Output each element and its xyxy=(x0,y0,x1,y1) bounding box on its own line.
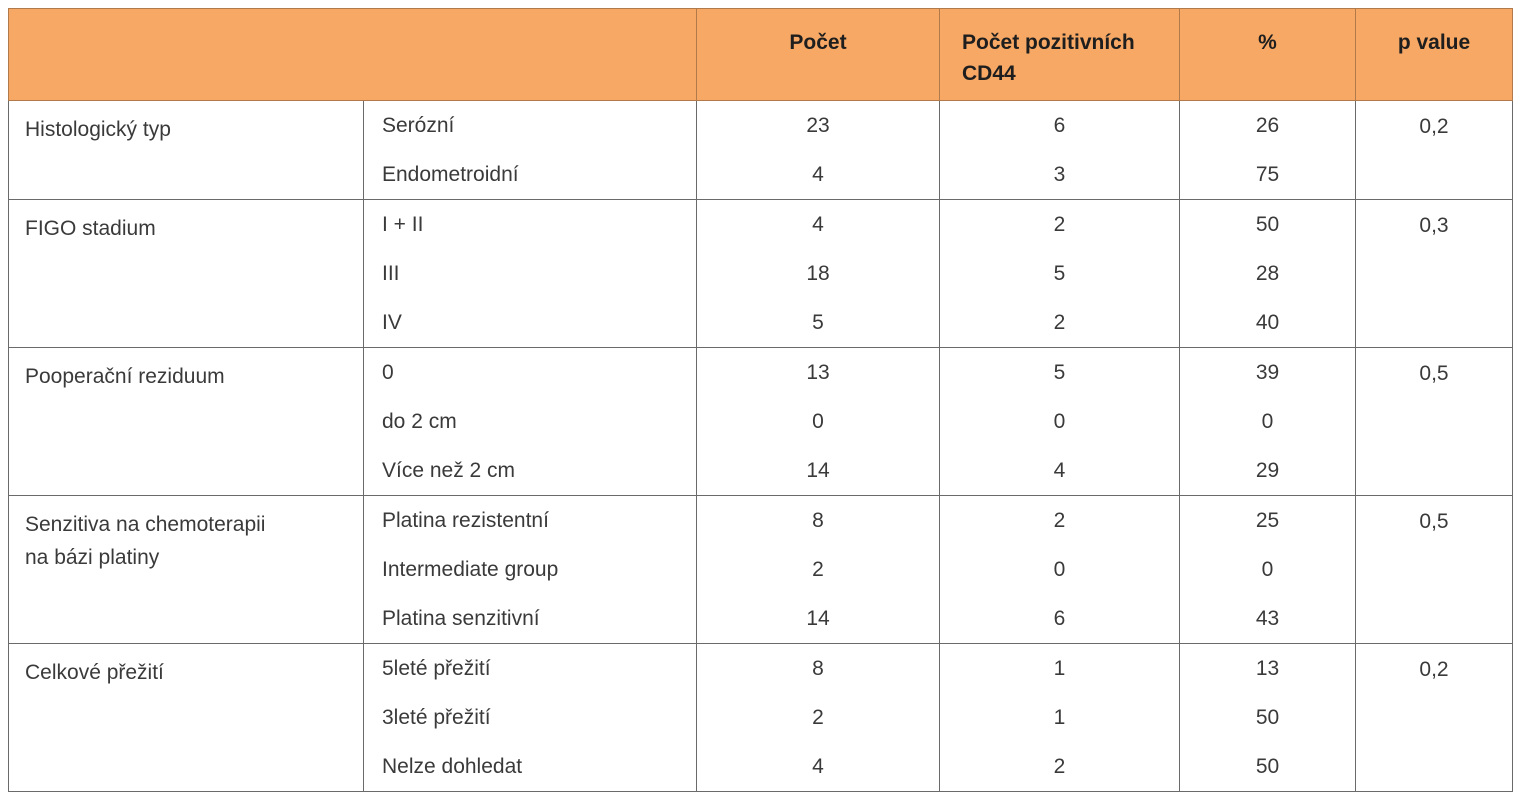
pocet-cell: 18 xyxy=(697,249,940,298)
table-row xyxy=(9,496,1513,546)
percent-cell: 25 xyxy=(1180,496,1356,546)
table-header-row xyxy=(9,9,1513,101)
pocet-cell: 2 xyxy=(697,545,940,594)
percent-cell: 50 xyxy=(1180,742,1356,792)
header-pvalue: p value xyxy=(1356,9,1513,101)
subcategory-cell: Endometroidní xyxy=(364,150,697,200)
pvalue-cell: 0,2 xyxy=(1356,644,1513,792)
subcategory-cell: Více než 2 cm xyxy=(364,446,697,496)
pozitivni-cell: 2 xyxy=(940,200,1180,250)
pocet-cell: 4 xyxy=(697,150,940,200)
pocet-cell: 8 xyxy=(697,644,940,694)
pozitivni-cell: 1 xyxy=(940,693,1180,742)
pvalue-cell: 0,5 xyxy=(1356,496,1513,644)
pocet-cell: 13 xyxy=(697,348,940,398)
percent-cell: 50 xyxy=(1180,693,1356,742)
percent-cell: 26 xyxy=(1180,101,1356,151)
subcategory-cell: Nelze dohledat xyxy=(364,742,697,792)
category-line2: na bázi platiny xyxy=(25,546,160,569)
table-row xyxy=(9,644,1513,694)
subcategory-cell: 0 xyxy=(364,348,697,398)
subcategory-cell: 5leté přežití xyxy=(364,644,697,694)
pocet-cell: 0 xyxy=(697,397,940,446)
header-percent: % xyxy=(1180,9,1356,101)
category-cell: FIGO stadium xyxy=(9,200,364,348)
category-cell xyxy=(9,496,364,644)
pozitivni-cell: 6 xyxy=(940,101,1180,151)
header-pocet-pozitivnich xyxy=(940,9,1180,101)
table-row xyxy=(9,348,1513,398)
pozitivni-cell: 4 xyxy=(940,446,1180,496)
pocet-cell: 14 xyxy=(697,594,940,644)
percent-cell: 39 xyxy=(1180,348,1356,398)
pozitivni-cell: 2 xyxy=(940,496,1180,546)
percent-cell: 13 xyxy=(1180,644,1356,694)
pvalue-cell: 0,5 xyxy=(1356,348,1513,496)
pvalue-cell: 0,2 xyxy=(1356,101,1513,200)
header-pocet-pozitivnich-line1: Počet pozitivních xyxy=(962,31,1135,54)
pocet-cell: 14 xyxy=(697,446,940,496)
pocet-cell: 5 xyxy=(697,298,940,348)
category-cell: Histologický typ xyxy=(9,101,364,200)
header-blank xyxy=(9,9,697,101)
category-line1: Senzitiva na chemoterapii xyxy=(25,513,266,536)
pozitivni-cell: 3 xyxy=(940,150,1180,200)
pvalue-cell: 0,3 xyxy=(1356,200,1513,348)
subcategory-cell: Platina senzitivní xyxy=(364,594,697,644)
pocet-cell: 23 xyxy=(697,101,940,151)
pozitivni-cell: 2 xyxy=(940,298,1180,348)
header-pocet-pozitivnich-line2: CD44 xyxy=(962,62,1016,85)
subcategory-cell: Platina rezistentní xyxy=(364,496,697,546)
pozitivni-cell: 1 xyxy=(940,644,1180,694)
subcategory-cell: III xyxy=(364,249,697,298)
percent-cell: 50 xyxy=(1180,200,1356,250)
pozitivni-cell: 0 xyxy=(940,397,1180,446)
cd44-results-table xyxy=(8,8,1513,792)
pocet-cell: 4 xyxy=(697,742,940,792)
subcategory-cell: I + II xyxy=(364,200,697,250)
percent-cell: 28 xyxy=(1180,249,1356,298)
pocet-cell: 4 xyxy=(697,200,940,250)
subcategory-cell: IV xyxy=(364,298,697,348)
table-container xyxy=(8,8,1512,792)
percent-cell: 29 xyxy=(1180,446,1356,496)
percent-cell: 40 xyxy=(1180,298,1356,348)
table-row xyxy=(9,101,1513,151)
subcategory-cell: 3leté přežití xyxy=(364,693,697,742)
pozitivni-cell: 5 xyxy=(940,249,1180,298)
subcategory-cell: Serózní xyxy=(364,101,697,151)
pozitivni-cell: 2 xyxy=(940,742,1180,792)
percent-cell: 0 xyxy=(1180,545,1356,594)
subcategory-cell: Intermediate group xyxy=(364,545,697,594)
percent-cell: 0 xyxy=(1180,397,1356,446)
table-row xyxy=(9,200,1513,250)
category-cell: Celkové přežití xyxy=(9,644,364,792)
category-cell: Pooperační reziduum xyxy=(9,348,364,496)
pozitivni-cell: 0 xyxy=(940,545,1180,594)
pocet-cell: 8 xyxy=(697,496,940,546)
pozitivni-cell: 6 xyxy=(940,594,1180,644)
pocet-cell: 2 xyxy=(697,693,940,742)
header-pocet: Počet xyxy=(697,9,940,101)
percent-cell: 75 xyxy=(1180,150,1356,200)
pozitivni-cell: 5 xyxy=(940,348,1180,398)
subcategory-cell: do 2 cm xyxy=(364,397,697,446)
percent-cell: 43 xyxy=(1180,594,1356,644)
